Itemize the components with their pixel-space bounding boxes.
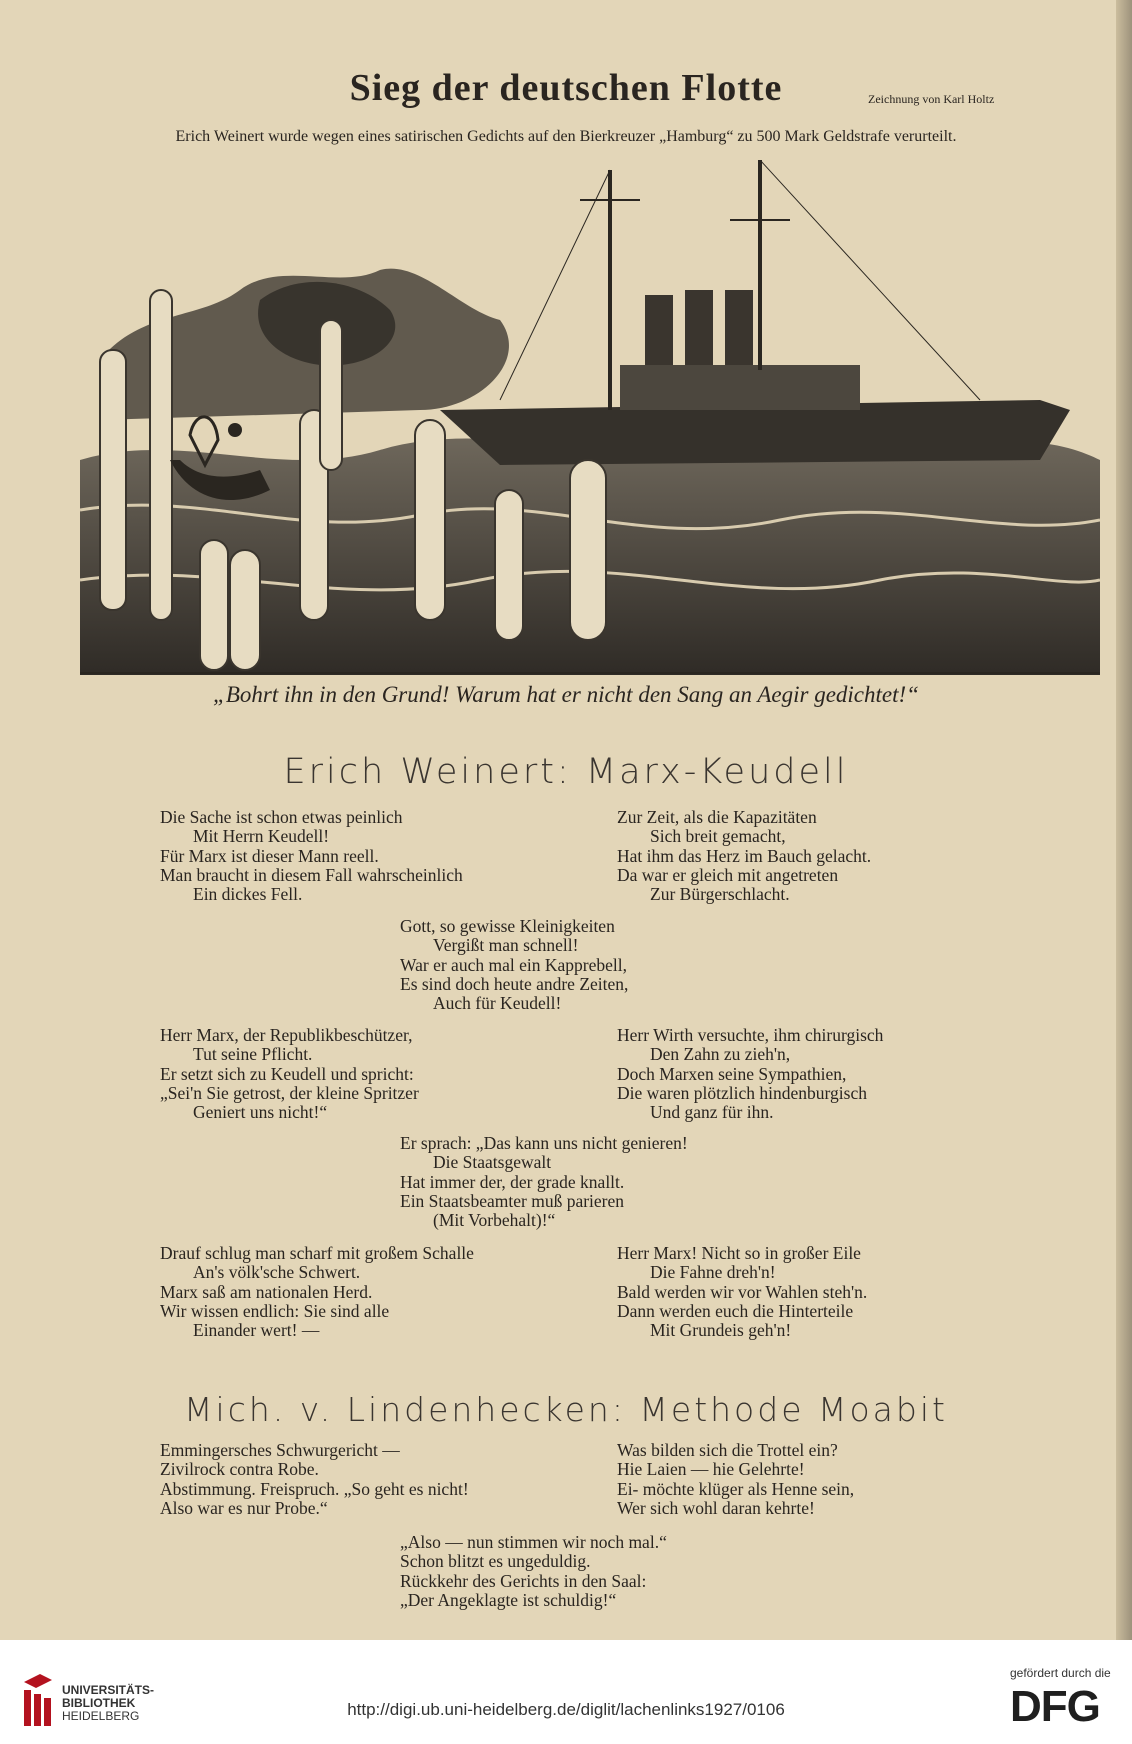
verse-line: Die Staatsgewalt [433, 1152, 552, 1173]
verse-line: Marx saß am nationalen Herd. [160, 1281, 373, 1302]
verse-line: Zivilrock contra Robe. [160, 1459, 319, 1480]
verse-line: Zur Bürgerschlacht. [650, 884, 790, 905]
verse-line: „Also — nun stimmen wir noch mal.“ [400, 1532, 667, 1552]
verse-line: Auch für Keudell! [433, 993, 562, 1014]
poem1-stanza-8 [617, 1244, 867, 1340]
verse-line: Ein Staatsbeamter muß parieren [400, 1190, 625, 1211]
verse-line: Für Marx ist dieser Mann reell. [160, 845, 379, 866]
verse-line: Was bilden sich die Trottel ein? [617, 1440, 838, 1460]
poem2-stanza-3 [400, 1533, 667, 1610]
verse-line: Dann werden euch die Hinterteile [617, 1300, 854, 1321]
library-name-line: BIBLIOTHEK [62, 1696, 136, 1710]
verse-line: Bald werden wir vor Wahlen steh'n. [617, 1281, 868, 1302]
verse-line: Wir wissen endlich: Sie sind alle [160, 1300, 390, 1321]
verse-line: „Sei'n Sie getrost, der kleine Spritzer [160, 1082, 419, 1103]
verse-line: Es sind doch heute andre Zeiten, [400, 973, 629, 994]
verse-line: Die Sache ist schon etwas peinlich [160, 807, 403, 827]
verse-line: Er setzt sich zu Keudell und spricht: [160, 1063, 414, 1084]
verse-line: War er auch mal ein Kapprebell, [400, 954, 627, 975]
illustration-credit: Zeichnung von Karl Holtz [868, 92, 995, 106]
permalink-url[interactable]: http://digi.ub.uni-heidelberg.de/diglit/lachenlinks1927/0106 [347, 1700, 785, 1719]
warship-illustration [80, 160, 1100, 675]
verse-line: Hat immer der, der grade knallt. [400, 1171, 625, 1192]
viewer-footer [0, 1640, 1132, 1744]
funding-label: gefördert durch die [1010, 1666, 1111, 1680]
verse-line: Vergißt man schnell! [433, 935, 579, 956]
page-subtitle: Erich Weinert wurde wegen eines satirischen Gedichts auf den Bierkreuzer „Hamburg“ zu 500 Mark Geldstrafe verurteilt. [175, 128, 957, 145]
verse-line: Geniert uns nicht!“ [193, 1102, 328, 1123]
verse-line: Hie Laien — hie Gelehrte! [617, 1459, 805, 1480]
verse-line: Herr Wirth versuchte, ihm chirurgisch [617, 1025, 884, 1045]
verse-line: Schon blitzt es ungeduldig. [400, 1551, 591, 1572]
poem-title-methode-moabit: Mich. v. Lindenhecken: Methode Moabit [184, 1390, 948, 1429]
verse-line: Er sprach: „Das kann uns nicht genieren! [400, 1133, 688, 1153]
verse-line: Tut seine Pflicht. [193, 1044, 313, 1065]
verse-line: Wer sich wohl daran kehrte! [617, 1497, 815, 1518]
verse-line: Sich breit gemacht, [650, 826, 786, 847]
poem2-stanza-2 [617, 1441, 854, 1518]
verse-line: Hat ihm das Herz im Bauch gelacht. [617, 845, 872, 866]
verse-line: Die Fahne dreh'n! [650, 1262, 776, 1283]
verse-line: Herr Marx, der Republikbeschützer, [160, 1025, 413, 1045]
verse-line: Den Zahn zu zieh'n, [650, 1044, 791, 1065]
verse-line: „Der Angeklagte ist schuldig!“ [400, 1589, 617, 1610]
library-name-line: HEIDELBERG [62, 1709, 140, 1723]
poem1-stanza-1 [160, 808, 463, 904]
verse-line: Drauf schlug man scharf mit großem Schalle [160, 1243, 474, 1263]
library-name-line: UNIVERSITÄTS- [62, 1683, 155, 1697]
verse-line: Und ganz für ihn. [650, 1102, 774, 1123]
verse-line: Emmingersches Schwurgericht — [160, 1440, 400, 1460]
verse-line: Mit Grundeis geh'n! [650, 1320, 792, 1341]
poem1-stanza-5 [617, 1026, 883, 1122]
verse-line: Da war er gleich mit angetreten [617, 864, 839, 885]
verse-line: Die waren plötzlich hindenburgisch [617, 1082, 867, 1103]
poem1-stanza-2 [617, 808, 871, 904]
verse-line: Mit Herrn Keudell! [193, 826, 330, 847]
poem1-stanza-7 [160, 1244, 474, 1340]
verse-line: (Mit Vorbehalt)!“ [433, 1210, 556, 1231]
illustration-caption: „Bohrt ihn in den Grund! Warum hat er nicht den Sang an Aegir gedichtet!“ [213, 682, 919, 707]
verse-line: Gott, so gewisse Kleinigkeiten [400, 916, 615, 936]
verse-line: Herr Marx! Nicht so in großer Eile [617, 1243, 861, 1263]
verse-line: An's völk'sche Schwert. [193, 1262, 361, 1283]
poem1-stanza-4 [160, 1026, 419, 1122]
verse-line: Rückkehr des Gerichts in den Saal: [400, 1570, 647, 1591]
poem1-stanza-6 [400, 1134, 688, 1230]
verse-line: Abstimmung. Freispruch. „So geht es nicht! [160, 1478, 469, 1499]
verse-line: Ei- möchte klüger als Henne sein, [617, 1478, 855, 1499]
poem-title-marx-keudell: Erich Weinert: Marx-Keudell [283, 752, 849, 792]
page-title: Sieg der deutschen Flotte [349, 67, 783, 109]
poem2-stanza-1 [160, 1441, 469, 1518]
poem1-stanza-3 [400, 917, 628, 1013]
verse-line: Zur Zeit, als die Kapazitäten [617, 807, 817, 827]
verse-line: Einander wert! — [193, 1320, 320, 1341]
verse-line: Ein dickes Fell. [193, 884, 303, 905]
verse-line: Doch Marxen seine Sympathien, [617, 1063, 847, 1084]
verse-line: Man braucht in diesem Fall wahrscheinlich [160, 864, 463, 885]
dfg-logo: DFG [1010, 1682, 1100, 1731]
verse-line: Also war es nur Probe.“ [160, 1497, 328, 1518]
